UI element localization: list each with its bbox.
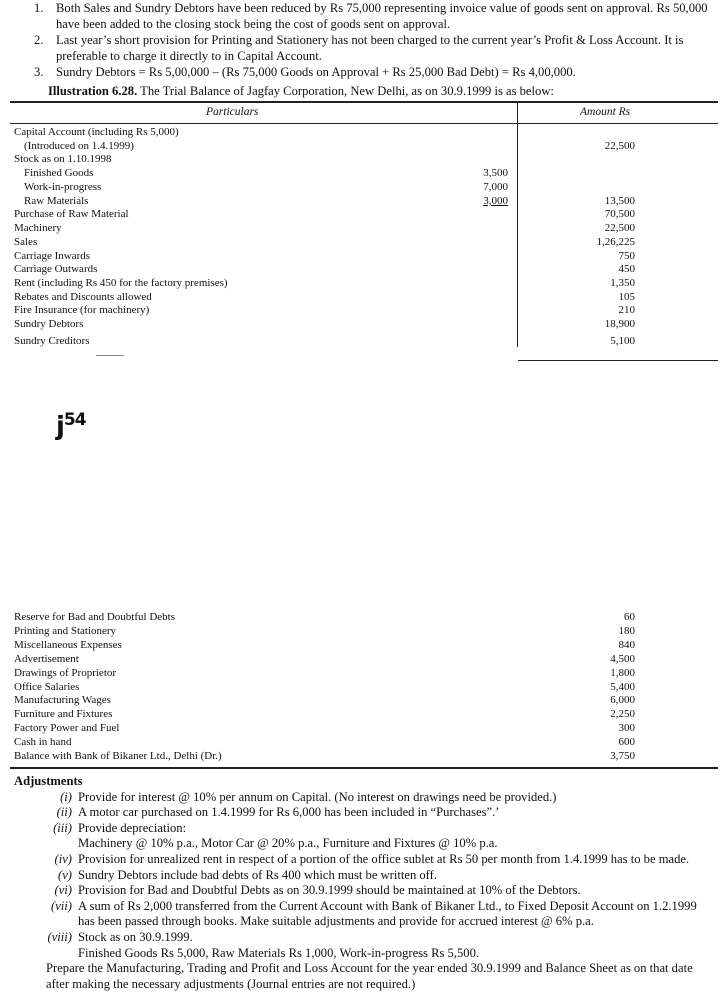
table-row-amount: 1,800 — [610, 667, 635, 679]
page-number-sup: 54 — [63, 410, 86, 430]
table-row-amount: 13,500 — [604, 195, 635, 207]
adjustments-instruction: Prepare the Manufacturing, Trading and Profit and Loss Account for the year ended 30.9.1999 and Balance Sheet as on that date after making the necessary adjustments (Journal entries are not required.) — [46, 961, 693, 991]
table-row-amount: 840 — [618, 639, 635, 651]
adjustment-number: (vi) — [54, 883, 72, 898]
table-header-rule — [10, 123, 718, 124]
table-row-label: Sundry Debtors — [14, 318, 84, 330]
table-row-label: Advertisement — [14, 653, 79, 665]
adjustment-number — [14, 836, 78, 852]
illustration-heading — [48, 84, 554, 99]
table-row-label: Capital Account (including Rs 5,000) — [14, 126, 179, 138]
adjustment-text: Provision for unrealized rent in respect of a portion of the office sublet at Rs 50 per month from 1.4.1999 has to be made. — [78, 851, 690, 866]
adjustment-text: Stock as on 30.9.1999. — [78, 929, 193, 944]
table-row-subamount: 3,500 — [483, 167, 508, 179]
table-break-rule — [96, 355, 124, 356]
adjustment-item — [14, 836, 716, 852]
table-row-amount: 6,000 — [610, 694, 635, 706]
adjustment-item — [14, 821, 716, 837]
adjustment-item — [14, 852, 716, 868]
table-row-label: Factory Power and Fuel — [14, 722, 120, 734]
table-row-amount: 4,500 — [610, 653, 635, 665]
adjustment-number: (iv) — [54, 851, 72, 866]
header-amount: Amount Rs — [580, 106, 631, 118]
note-number: 2. — [34, 33, 44, 47]
illustration-label: Illustration 6.28. — [48, 84, 138, 98]
adjustments-section — [14, 774, 716, 992]
header-particulars: Particulars — [206, 106, 259, 118]
table-bottom-rule — [518, 360, 718, 361]
note-2 — [34, 32, 718, 64]
table-row-amount: 180 — [618, 625, 635, 637]
adjustment-text: Provide for interest @ 10% per annum on Capital. (No interest on drawings need be provided.) — [78, 789, 557, 804]
note-text: Last year’s short provision for Printing and Stationery has not been charged to the current year’s Profit & Loss Account. It is preferable to charge it directly to in Capital Account. — [56, 33, 684, 63]
table-row-label: Rebates and Discounts allowed — [14, 291, 152, 303]
table-row-amount: 18,900 — [604, 318, 635, 330]
table-row-label: Sundry Creditors — [14, 335, 90, 347]
adjustment-text: Machinery @ 10% p.a., Motor Car @ 20% p.a., Furniture and Fixtures @ 10% p.a. — [78, 836, 498, 851]
table-row-label: Drawings of Proprietor — [14, 667, 117, 679]
adjustment-item — [14, 805, 716, 821]
adjustment-item — [14, 899, 716, 930]
table-row-amount: 1,26,225 — [596, 236, 635, 248]
table-row-label: Balance with Bank of Bikaner Ltd., Delhi (Dr.) — [14, 750, 222, 762]
table-row-label: Stock as on 1.10.1998 — [14, 153, 112, 165]
table-row-amount: 5,400 — [610, 681, 635, 693]
lower-table-bottom-rule — [10, 767, 718, 769]
table-row-amount: 70,500 — [604, 208, 635, 220]
table-row-label: Office Salaries — [14, 681, 80, 693]
page-number-base: j — [56, 411, 64, 442]
adjustment-text: Provision for Bad and Doubtful Debts as on 30.9.1999 should be maintained at 10% of the Debtors. — [78, 883, 581, 898]
note-number: 1. — [34, 1, 44, 15]
table-row-amount: 2,250 — [610, 708, 635, 720]
table-top-rule — [10, 101, 718, 103]
table-row-label: Finished Goods — [24, 167, 94, 179]
table-row-label: Cash in hand — [14, 736, 72, 748]
table-row-label: Work-in-progress — [24, 181, 102, 193]
adjustment-item — [14, 868, 716, 884]
note-text: Sundry Debtors = Rs 5,00,000 – (Rs 75,000 Goods on Approval + Rs 25,000 Bad Debt) = Rs 4,00,000. — [56, 65, 576, 79]
adjustment-number: (ii) — [56, 805, 72, 820]
table-row-subamount: 7,000 — [483, 181, 508, 193]
note-3 — [34, 64, 718, 80]
table-row-label: Fire Insurance (for machinery) — [14, 304, 150, 316]
table-row-label: Miscellaneous Expenses — [14, 639, 122, 651]
notes-list — [34, 0, 718, 80]
adjustment-item — [14, 946, 716, 962]
adjustment-text: Sundry Debtors include bad debts of Rs 400 which must be written off. — [78, 867, 437, 882]
table-row-amount: 22,500 — [604, 140, 635, 152]
table-column-divider — [517, 101, 518, 347]
table-row-amount: 105 — [618, 291, 635, 303]
table-row-amount: 450 — [618, 263, 635, 275]
table-row-label: Rent (including Rs 450 for the factory premises) — [14, 277, 228, 289]
note-1 — [34, 0, 718, 32]
adjustments-title: Adjustments — [14, 774, 83, 788]
table-row-label: Reserve for Bad and Doubtful Debts — [14, 611, 175, 623]
table-row-amount: 1,350 — [610, 277, 635, 289]
table-row-label: Purchase of Raw Material — [14, 208, 129, 220]
table-row-label: Sales — [14, 236, 38, 248]
table-row-amount: 210 — [618, 304, 635, 316]
adjustment-item — [14, 930, 716, 946]
table-row-amount: 750 — [618, 250, 635, 262]
adjustment-number: (iii) — [53, 820, 72, 835]
adjustment-text: A motor car purchased on 1.4.1999 for Rs 6,000 has been included in “Purchases”.’ — [78, 805, 500, 820]
table-row-amount: 5,100 — [610, 335, 635, 347]
table-row-label: Carriage Inwards — [14, 250, 91, 262]
adjustment-number: (v) — [58, 867, 72, 882]
adjustment-item — [14, 883, 716, 899]
table-row-label: Raw Materials — [24, 195, 89, 207]
note-number: 3. — [34, 65, 44, 79]
adjustment-number: (viii) — [47, 929, 72, 944]
adjustment-number: (i) — [60, 789, 72, 804]
adjustment-text: Provide depreciation: — [78, 820, 187, 835]
table-row-label: (Introduced on 1.4.1999) — [24, 140, 134, 152]
adjustment-item — [14, 790, 716, 806]
table-row-label: Manufacturing Wages — [14, 694, 111, 706]
table-row-subamount: 3,000 — [483, 195, 508, 207]
table-row-label: Carriage Outwards — [14, 263, 98, 275]
table-row-label: Machinery — [14, 222, 62, 234]
table-row-label: Printing and Stationery — [14, 625, 117, 637]
table-row-amount: 60 — [624, 611, 635, 623]
adjustments-list — [14, 790, 716, 962]
table-row-amount: 300 — [618, 722, 635, 734]
illustration-text: The Trial Balance of Jagfay Corporation, New Delhi, as on 30.9.1999 is as below: — [140, 84, 554, 98]
table-row-amount: 3,750 — [610, 750, 635, 762]
adjustment-number: (vii) — [51, 898, 72, 913]
adjustment-text: Finished Goods Rs 5,000, Raw Materials Rs 1,000, Work-in-progress Rs 5,500. — [78, 945, 480, 960]
adjustment-text: A sum of Rs 2,000 transferred from the Current Account with Bank of Bikaner Ltd., to Fixed Deposit Account on 1.2.1999 has been passed through books. Make suitable adjustments and provide for accrued interest @ 6% p.a. — [78, 898, 697, 929]
adjustment-number — [14, 946, 78, 962]
note-text: Both Sales and Sundry Debtors have been reduced by Rs 75,000 representing invoice value of goods sent on approval. Rs 50,000 have been added to the closing stock being the cost of goods sent on approval. — [56, 1, 708, 31]
table-row-label: Furniture and Fixtures — [14, 708, 113, 720]
table-row-amount: 22,500 — [604, 222, 635, 234]
table-row-amount: 600 — [618, 736, 635, 748]
page-number — [56, 410, 86, 442]
